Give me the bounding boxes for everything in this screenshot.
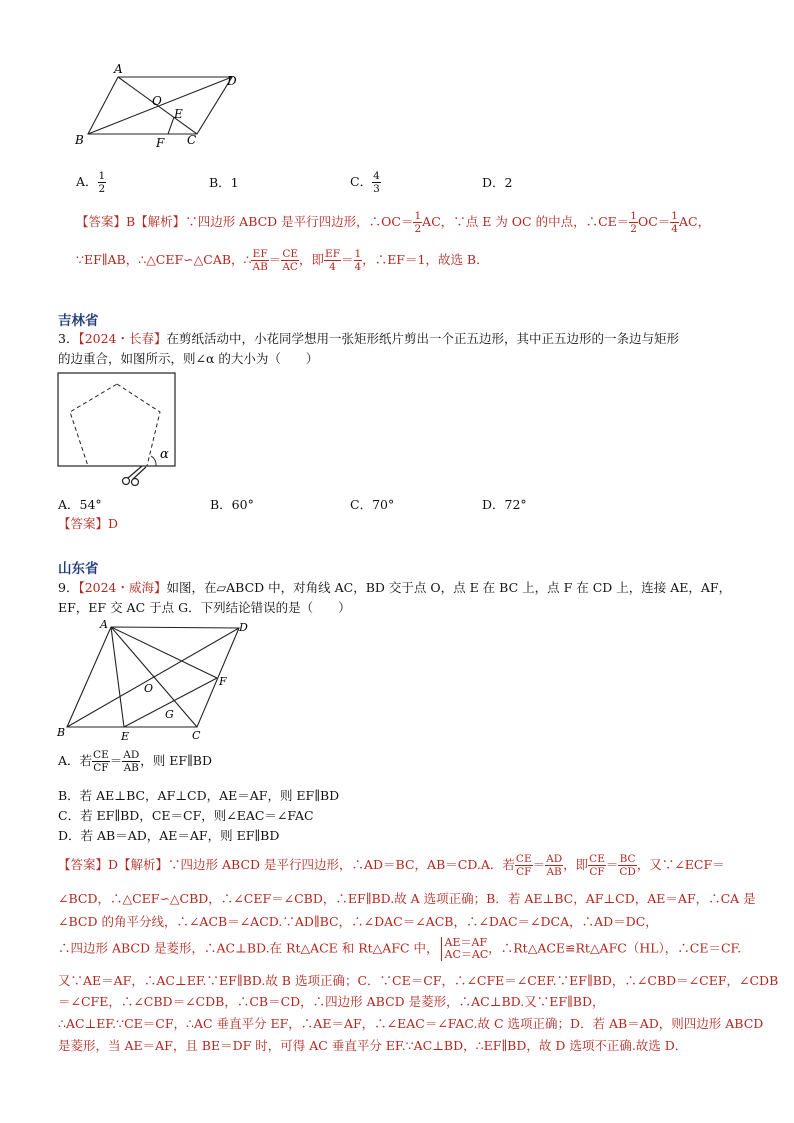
label-O: O xyxy=(152,94,162,108)
rectangle-paper xyxy=(58,373,175,466)
angle-arc xyxy=(151,456,156,466)
option-c-fraction: $\frac{4}{3}$ xyxy=(373,170,380,195)
q9-option-c: C．若 EF∥BD，CE＝CF，则∠EAC＝∠FAC xyxy=(58,808,314,823)
label-A: A xyxy=(114,62,123,76)
label-alpha: α xyxy=(160,447,169,462)
q9-answer-line6: ＝∠CFE，∴∠CBD＝∠CDB，∴CB＝CD，∴四边形 ABCD 是菱形，∴AC⊥BD.又∵EF∥BD， xyxy=(58,994,605,1009)
q9-stem-line1: 9．【2024・威海】如图，在▱ABCD 中，对角线 AC，BD 交于点 O，点 E 在 BC 上，点 F 在 CD 上，连接 AE，AF， xyxy=(58,580,732,595)
dashed-pentagon xyxy=(70,384,160,466)
q3-stem-line2: 的边重合，如图所示，则∠α 的大小为（ ） xyxy=(58,351,319,366)
label-C: C xyxy=(187,133,197,147)
q3-option-b: B．60° xyxy=(210,497,254,512)
q3-option-c: C．70° xyxy=(350,497,395,512)
q9-source: 【2024・威海】 xyxy=(78,580,167,595)
q1-option-d: D．2 xyxy=(482,175,513,190)
q3-source: 【2024・长春】 xyxy=(78,331,167,346)
section-heading-jilin: 吉林省 xyxy=(58,313,99,329)
q9-answer-line4: ∴四边形 ABCD 是菱形，∴AC⊥BD.在 Rt△ACE 和 Rt△AFC 中， AE＝AF AC＝AC ，∴Rt△ACE≌Rt△AFC（HL），∴CE＝CF. xyxy=(58,936,742,961)
label-B: B xyxy=(75,133,84,147)
segment-ae xyxy=(111,627,124,727)
q9-stem-line2: EF，EF 交 AC 于点 G．下列结论错误的是（ ） xyxy=(58,600,351,615)
q9-answer-line3: ∠BCD 的角平分线，∴∠ACB＝∠ACD.∵AD∥BC，∴∠DAC＝∠ACB，∴∠DAC＝∠DCA，∴AD＝DC， xyxy=(58,914,658,929)
q1-option-a xyxy=(76,170,106,195)
section-heading-shandong: 山东省 xyxy=(58,561,99,577)
q1-answer-line1: 【答案】B【解析】∵四边形 ABCD 是平行四边形，∴OC＝ $\frac{1}{2}$ AC，∵点 E 为 OC 的中点，∴CE＝ $\frac{1}{2}$ OC＝ $\frac{1}{4}$ AC， xyxy=(76,210,711,235)
figure-parallelogram-1 xyxy=(70,60,250,155)
q9-answer-line8: 是菱形，当 AE＝AF，且 BE＝DF 时，可得 AC 垂直平分 EF.∵AC⊥BD，∴EF∥BD，故 D 选项不正确.故选 D． xyxy=(58,1038,688,1053)
q9-option-b: B．若 AE⊥BC，AF⊥CD，AE＝AF，则 EF∥BD xyxy=(58,788,340,803)
label-O-9: O xyxy=(144,682,154,695)
label-A-9: A xyxy=(100,618,108,631)
figure-pentagon-paper xyxy=(56,370,181,490)
label-E: E xyxy=(174,107,183,121)
label-B-9: B xyxy=(57,726,66,739)
q9-answer-line5: 又∵AE＝AF，∴AC⊥EF.∵EF∥BD.故 B 选项正确；C．∵CE＝CF，∴∠CFE＝∠CEF.∵EF∥BD，∴∠CBD＝∠CEF，∠CDB xyxy=(58,973,779,988)
label-F-9: F xyxy=(219,675,227,688)
q9-option-a: A．若 $\frac{CE}{CF}$ ＝ $\frac{AD}{AB}$ ，则 EF∥BD xyxy=(58,749,213,774)
label-G-9: G xyxy=(165,708,174,721)
option-a-label: A． xyxy=(76,174,98,189)
q1-option-c xyxy=(350,170,381,195)
q1-option-b: B．1 xyxy=(209,175,239,190)
q3-stem-line1: 3．【2024・长春】在剪纸活动中，小花同学想用一张矩形纸片剪出一个正五边形，其中正五边形的一条边与矩形 xyxy=(58,331,680,346)
q3-option-a: A．54° xyxy=(58,497,102,512)
scissors-icon xyxy=(123,466,147,486)
q9-answer-line1: 【答案】D【解析】∵四边形 ABCD 是平行四边形，∴AD＝BC，AB＝CD.A．若 $\frac{CE}{CF}$ ＝ $\frac{AD}{AB}$ ，即 $\frac{CE}{CF}$ ＝ $\frac{BC}{CD}$ ，又∵∠ECF＝ xyxy=(58,853,725,878)
q3-answer: 【答案】D xyxy=(58,516,119,531)
q3-option-d: D．72° xyxy=(482,497,527,512)
label-F: F xyxy=(156,136,165,150)
q9-answer-line2: ∠BCD，∴△CEF∽△CBD，∴∠CEF＝∠CBD，∴EF∥BD.故 A 选项正确；B．若 AE⊥BC，AF⊥CD，AE＝AF，∴CA 是 xyxy=(58,891,756,906)
q9-option-d: D．若 AB＝AD，AE＝AF，则 EF∥BD xyxy=(58,828,280,843)
option-c-label: C． xyxy=(350,174,373,189)
segment-af xyxy=(111,627,217,678)
label-D-9: D xyxy=(239,621,248,634)
figure-parallelogram-9 xyxy=(52,615,262,745)
label-C-9: C xyxy=(192,729,201,742)
option-a-fraction: $\frac{1}{2}$ xyxy=(98,170,106,195)
q1-answer-line2: ∵EF∥AB，∴△CEF∽△CAB，∴ $\frac{EF}{AB}$ ＝ $\frac{CE}{AC}$ ，即 $\frac{EF}{4}$ ＝ $\frac{1}{4}$ ，∴EF＝1，故选 B． xyxy=(76,248,489,273)
label-D: D xyxy=(227,74,237,88)
q9-answer-line7: ∴AC⊥EF.∵CE＝CF，∴AC 垂直平分 EF，∴AE＝AF，∴∠EAC＝∠FAC.故 C 选项正确；D．若 AB＝AD，则四边形 ABCD xyxy=(58,1016,764,1031)
label-E-9: E xyxy=(121,730,130,743)
